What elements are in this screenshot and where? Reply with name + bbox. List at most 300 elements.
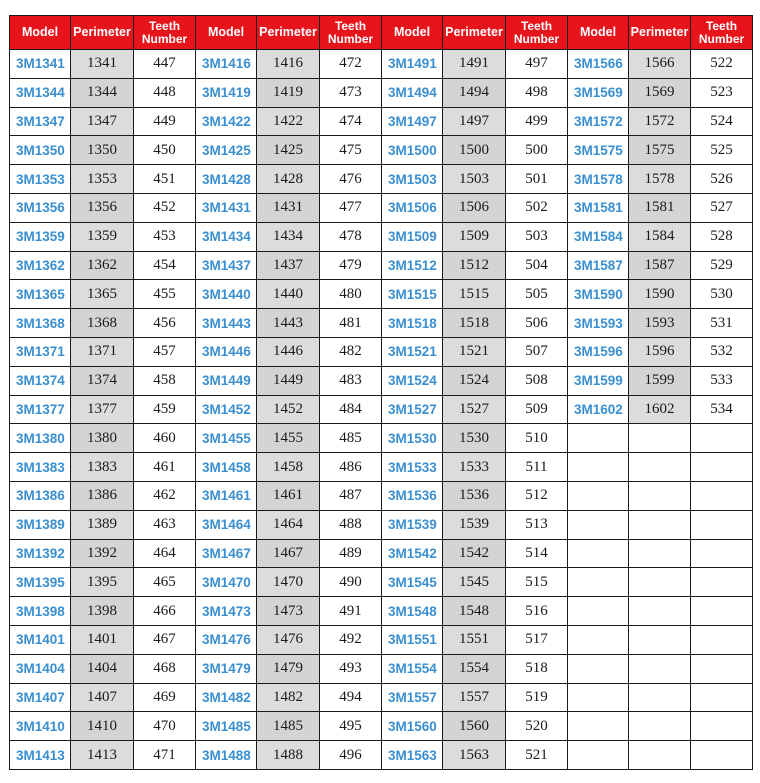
table-row [10,165,753,194]
model-cell: 3M1449 [196,366,257,395]
perimeter-cell: 1404 [71,654,134,683]
perimeter-cell: 1500 [443,136,506,165]
teeth-number-cell: 530 [691,280,753,309]
perimeter-cell: 1419 [257,78,320,107]
empty-cell [568,683,629,712]
model-cell: 3M1596 [568,337,629,366]
model-cell: 3M1524 [382,366,443,395]
model-cell: 3M1557 [382,683,443,712]
model-cell: 3M1575 [568,136,629,165]
perimeter-header: Perimeter [629,16,691,50]
empty-cell [629,539,691,568]
model-cell: 3M1416 [196,50,257,79]
table-row [10,539,753,568]
table-row [10,280,753,309]
model-cell: 3M1578 [568,165,629,194]
model-cell: 3M1542 [382,539,443,568]
table-row [10,222,753,251]
empty-cell [568,597,629,626]
teeth-number-cell: 505 [506,280,568,309]
perimeter-cell: 1506 [443,193,506,222]
perimeter-cell: 1437 [257,251,320,280]
teeth-number-cell: 531 [691,309,753,338]
teeth-number-cell: 450 [134,136,196,165]
model-cell: 3M1530 [382,424,443,453]
teeth-number-cell: 472 [320,50,382,79]
perimeter-cell: 1515 [443,280,506,309]
teeth-number-cell: 496 [320,741,382,770]
empty-cell [568,654,629,683]
teeth-number-cell: 521 [506,741,568,770]
teeth-number-cell: 482 [320,337,382,366]
teeth-number-header: Teeth Number [691,16,753,50]
model-cell: 3M1491 [382,50,443,79]
teeth-number-cell: 527 [691,193,753,222]
perimeter-cell: 1482 [257,683,320,712]
model-cell: 3M1539 [382,510,443,539]
perimeter-cell: 1596 [629,337,691,366]
empty-cell [691,510,753,539]
perimeter-cell: 1455 [257,424,320,453]
teeth-number-cell: 483 [320,366,382,395]
perimeter-cell: 1533 [443,453,506,482]
teeth-number-cell: 478 [320,222,382,251]
perimeter-cell: 1383 [71,453,134,482]
perimeter-cell: 1407 [71,683,134,712]
teeth-number-cell: 508 [506,366,568,395]
model-cell: 3M1389 [10,510,71,539]
teeth-number-cell: 459 [134,395,196,424]
empty-cell [568,712,629,741]
teeth-number-cell: 448 [134,78,196,107]
perimeter-cell: 1494 [443,78,506,107]
teeth-number-cell: 495 [320,712,382,741]
table-row [10,366,753,395]
empty-cell [691,741,753,770]
perimeter-cell: 1542 [443,539,506,568]
model-cell: 3M1377 [10,395,71,424]
model-cell: 3M1464 [196,510,257,539]
perimeter-cell: 1593 [629,309,691,338]
model-header: Model [10,16,71,50]
perimeter-cell: 1425 [257,136,320,165]
empty-cell [568,568,629,597]
table-row [10,193,753,222]
teeth-number-cell: 517 [506,625,568,654]
perimeter-cell: 1536 [443,481,506,510]
teeth-number-cell: 498 [506,78,568,107]
teeth-number-cell: 453 [134,222,196,251]
model-cell: 3M1518 [382,309,443,338]
empty-cell [691,481,753,510]
perimeter-cell: 1473 [257,597,320,626]
empty-cell [568,453,629,482]
teeth-number-cell: 491 [320,597,382,626]
teeth-number-cell: 486 [320,453,382,482]
teeth-number-cell: 462 [134,481,196,510]
empty-cell [629,481,691,510]
teeth-number-header: Teeth Number [134,16,196,50]
teeth-number-cell: 479 [320,251,382,280]
table-row [10,78,753,107]
perimeter-cell: 1599 [629,366,691,395]
model-cell: 3M1458 [196,453,257,482]
teeth-number-cell: 454 [134,251,196,280]
teeth-number-cell: 458 [134,366,196,395]
teeth-number-cell: 518 [506,654,568,683]
empty-cell [629,712,691,741]
model-cell: 3M1446 [196,337,257,366]
perimeter-cell: 1518 [443,309,506,338]
model-cell: 3M1461 [196,481,257,510]
model-cell: 3M1407 [10,683,71,712]
table-row [10,597,753,626]
model-cell: 3M1602 [568,395,629,424]
model-cell: 3M1455 [196,424,257,453]
perimeter-cell: 1497 [443,107,506,136]
model-cell: 3M1341 [10,50,71,79]
empty-cell [568,481,629,510]
model-cell: 3M1440 [196,280,257,309]
empty-cell [629,510,691,539]
model-cell: 3M1452 [196,395,257,424]
perimeter-cell: 1452 [257,395,320,424]
table-row [10,741,753,770]
perimeter-cell: 1398 [71,597,134,626]
perimeter-cell: 1422 [257,107,320,136]
table-row [10,453,753,482]
teeth-number-cell: 456 [134,309,196,338]
perimeter-cell: 1362 [71,251,134,280]
empty-cell [691,568,753,597]
model-cell: 3M1395 [10,568,71,597]
teeth-number-cell: 509 [506,395,568,424]
model-header: Model [382,16,443,50]
belt-size-table [9,15,753,770]
teeth-number-cell: 471 [134,741,196,770]
teeth-number-cell: 494 [320,683,382,712]
perimeter-cell: 1365 [71,280,134,309]
model-cell: 3M1509 [382,222,443,251]
perimeter-cell: 1476 [257,625,320,654]
model-cell: 3M1398 [10,597,71,626]
teeth-number-cell: 470 [134,712,196,741]
model-header: Model [568,16,629,50]
teeth-number-cell: 502 [506,193,568,222]
model-cell: 3M1356 [10,193,71,222]
perimeter-cell: 1440 [257,280,320,309]
teeth-number-cell: 475 [320,136,382,165]
teeth-number-cell: 447 [134,50,196,79]
perimeter-cell: 1587 [629,251,691,280]
perimeter-cell: 1410 [71,712,134,741]
teeth-number-cell: 513 [506,510,568,539]
empty-cell [691,654,753,683]
model-cell: 3M1404 [10,654,71,683]
teeth-number-cell: 511 [506,453,568,482]
teeth-number-cell: 503 [506,222,568,251]
empty-cell [629,654,691,683]
model-cell: 3M1569 [568,78,629,107]
perimeter-cell: 1602 [629,395,691,424]
empty-cell [629,683,691,712]
empty-cell [568,510,629,539]
teeth-number-cell: 463 [134,510,196,539]
table-row [10,683,753,712]
model-cell: 3M1581 [568,193,629,222]
teeth-number-cell: 461 [134,453,196,482]
table-row [10,50,753,79]
teeth-number-cell: 510 [506,424,568,453]
model-cell: 3M1566 [568,50,629,79]
perimeter-cell: 1530 [443,424,506,453]
model-cell: 3M1503 [382,165,443,194]
model-cell: 3M1362 [10,251,71,280]
empty-cell [629,568,691,597]
model-cell: 3M1584 [568,222,629,251]
perimeter-cell: 1458 [257,453,320,482]
perimeter-cell: 1371 [71,337,134,366]
model-cell: 3M1470 [196,568,257,597]
perimeter-cell: 1395 [71,568,134,597]
teeth-number-cell: 487 [320,481,382,510]
model-cell: 3M1533 [382,453,443,482]
teeth-number-cell: 534 [691,395,753,424]
model-cell: 3M1401 [10,625,71,654]
perimeter-cell: 1509 [443,222,506,251]
teeth-number-cell: 506 [506,309,568,338]
teeth-number-cell: 489 [320,539,382,568]
perimeter-cell: 1461 [257,481,320,510]
teeth-number-cell: 477 [320,193,382,222]
teeth-number-cell: 533 [691,366,753,395]
model-cell: 3M1431 [196,193,257,222]
teeth-number-cell: 449 [134,107,196,136]
model-cell: 3M1344 [10,78,71,107]
empty-cell [629,424,691,453]
perimeter-cell: 1572 [629,107,691,136]
perimeter-cell: 1443 [257,309,320,338]
table-row [10,510,753,539]
model-cell: 3M1506 [382,193,443,222]
empty-cell [629,625,691,654]
model-cell: 3M1593 [568,309,629,338]
teeth-number-cell: 500 [506,136,568,165]
model-cell: 3M1548 [382,597,443,626]
perimeter-cell: 1485 [257,712,320,741]
teeth-number-cell: 490 [320,568,382,597]
teeth-number-cell: 474 [320,107,382,136]
table-row [10,107,753,136]
teeth-number-cell: 499 [506,107,568,136]
teeth-number-cell: 469 [134,683,196,712]
model-cell: 3M1392 [10,539,71,568]
teeth-number-cell: 528 [691,222,753,251]
model-cell: 3M1572 [568,107,629,136]
model-cell: 3M1545 [382,568,443,597]
teeth-number-cell: 514 [506,539,568,568]
perimeter-cell: 1431 [257,193,320,222]
perimeter-cell: 1548 [443,597,506,626]
model-cell: 3M1425 [196,136,257,165]
teeth-number-cell: 492 [320,625,382,654]
empty-cell [629,597,691,626]
perimeter-cell: 1401 [71,625,134,654]
model-cell: 3M1353 [10,165,71,194]
model-cell: 3M1419 [196,78,257,107]
perimeter-cell: 1566 [629,50,691,79]
teeth-number-cell: 497 [506,50,568,79]
model-cell: 3M1443 [196,309,257,338]
table-row [10,309,753,338]
model-cell: 3M1410 [10,712,71,741]
table-row [10,337,753,366]
model-cell: 3M1497 [382,107,443,136]
model-cell: 3M1383 [10,453,71,482]
perimeter-cell: 1545 [443,568,506,597]
perimeter-cell: 1554 [443,654,506,683]
perimeter-cell: 1524 [443,366,506,395]
perimeter-cell: 1413 [71,741,134,770]
perimeter-cell: 1380 [71,424,134,453]
model-cell: 3M1476 [196,625,257,654]
perimeter-header: Perimeter [443,16,506,50]
table-row [10,712,753,741]
model-cell: 3M1599 [568,366,629,395]
empty-cell [568,741,629,770]
model-cell: 3M1413 [10,741,71,770]
header-row [10,16,753,50]
empty-cell [568,625,629,654]
table-row [10,395,753,424]
empty-cell [568,424,629,453]
model-cell: 3M1437 [196,251,257,280]
teeth-number-cell: 452 [134,193,196,222]
teeth-number-cell: 468 [134,654,196,683]
teeth-number-cell: 457 [134,337,196,366]
perimeter-cell: 1557 [443,683,506,712]
perimeter-cell: 1479 [257,654,320,683]
empty-cell [629,453,691,482]
teeth-number-cell: 515 [506,568,568,597]
teeth-number-cell: 519 [506,683,568,712]
teeth-number-cell: 522 [691,50,753,79]
teeth-number-cell: 525 [691,136,753,165]
model-cell: 3M1482 [196,683,257,712]
model-cell: 3M1485 [196,712,257,741]
perimeter-cell: 1446 [257,337,320,366]
empty-cell [691,424,753,453]
teeth-number-header: Teeth Number [320,16,382,50]
empty-cell [691,539,753,568]
model-cell: 3M1374 [10,366,71,395]
model-cell: 3M1368 [10,309,71,338]
perimeter-cell: 1356 [71,193,134,222]
perimeter-cell: 1467 [257,539,320,568]
model-cell: 3M1536 [382,481,443,510]
perimeter-cell: 1527 [443,395,506,424]
perimeter-cell: 1584 [629,222,691,251]
model-cell: 3M1371 [10,337,71,366]
teeth-number-cell: 465 [134,568,196,597]
teeth-number-cell: 524 [691,107,753,136]
perimeter-cell: 1353 [71,165,134,194]
perimeter-header: Perimeter [257,16,320,50]
model-cell: 3M1479 [196,654,257,683]
model-cell: 3M1488 [196,741,257,770]
model-cell: 3M1590 [568,280,629,309]
table-body [10,50,753,770]
model-cell: 3M1365 [10,280,71,309]
model-cell: 3M1467 [196,539,257,568]
perimeter-cell: 1551 [443,625,506,654]
teeth-number-cell: 512 [506,481,568,510]
teeth-number-cell: 460 [134,424,196,453]
model-cell: 3M1380 [10,424,71,453]
perimeter-cell: 1569 [629,78,691,107]
table-row [10,625,753,654]
table-row [10,481,753,510]
perimeter-cell: 1590 [629,280,691,309]
perimeter-cell: 1563 [443,741,506,770]
teeth-number-cell: 493 [320,654,382,683]
teeth-number-cell: 526 [691,165,753,194]
perimeter-cell: 1560 [443,712,506,741]
teeth-number-cell: 520 [506,712,568,741]
model-cell: 3M1554 [382,654,443,683]
teeth-number-cell: 480 [320,280,382,309]
perimeter-cell: 1341 [71,50,134,79]
model-cell: 3M1512 [382,251,443,280]
model-cell: 3M1386 [10,481,71,510]
perimeter-cell: 1539 [443,510,506,539]
empty-cell [691,453,753,482]
perimeter-cell: 1392 [71,539,134,568]
perimeter-cell: 1386 [71,481,134,510]
model-cell: 3M1521 [382,337,443,366]
teeth-number-cell: 464 [134,539,196,568]
model-cell: 3M1494 [382,78,443,107]
model-cell: 3M1428 [196,165,257,194]
empty-cell [629,741,691,770]
perimeter-cell: 1374 [71,366,134,395]
teeth-number-cell: 501 [506,165,568,194]
perimeter-header: Perimeter [71,16,134,50]
teeth-number-cell: 481 [320,309,382,338]
model-cell: 3M1347 [10,107,71,136]
table-row [10,251,753,280]
perimeter-cell: 1434 [257,222,320,251]
perimeter-cell: 1368 [71,309,134,338]
table-row [10,568,753,597]
teeth-number-cell: 455 [134,280,196,309]
model-cell: 3M1560 [382,712,443,741]
perimeter-cell: 1377 [71,395,134,424]
model-cell: 3M1500 [382,136,443,165]
teeth-number-cell: 532 [691,337,753,366]
teeth-number-cell: 488 [320,510,382,539]
model-cell: 3M1551 [382,625,443,654]
perimeter-cell: 1428 [257,165,320,194]
model-cell: 3M1422 [196,107,257,136]
perimeter-cell: 1470 [257,568,320,597]
perimeter-cell: 1449 [257,366,320,395]
table-row [10,424,753,453]
teeth-number-cell: 451 [134,165,196,194]
perimeter-cell: 1488 [257,741,320,770]
teeth-number-header: Teeth Number [506,16,568,50]
teeth-number-cell: 516 [506,597,568,626]
